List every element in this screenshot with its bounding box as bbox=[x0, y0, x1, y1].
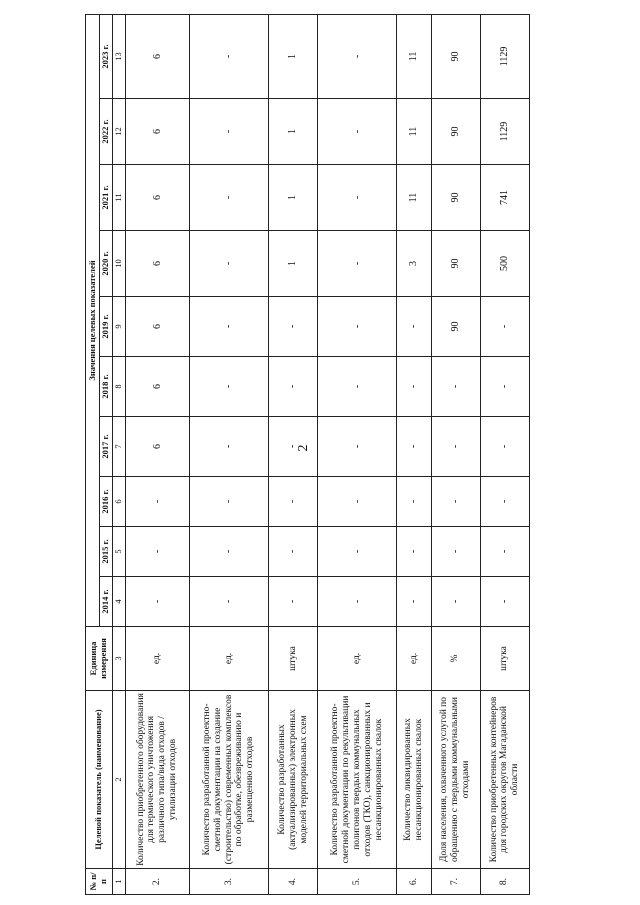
column-number: 1 bbox=[112, 869, 125, 895]
row-unit: % bbox=[431, 627, 480, 691]
row-value: - bbox=[431, 357, 480, 417]
header-year: 2018 г. bbox=[100, 357, 113, 417]
column-number: 7 bbox=[112, 417, 125, 477]
row-value: - bbox=[269, 297, 318, 357]
row-value: - bbox=[318, 417, 397, 477]
column-number: 8 bbox=[112, 357, 125, 417]
row-value: - bbox=[125, 577, 189, 627]
row-value: - bbox=[480, 357, 529, 417]
row-value: - bbox=[189, 14, 268, 98]
column-number: 2 bbox=[112, 691, 125, 869]
header-year: 2019 г. bbox=[100, 297, 113, 357]
row-num: 5. bbox=[318, 869, 397, 895]
row-value: - bbox=[269, 357, 318, 417]
row-value: 1129 bbox=[480, 99, 529, 165]
row-unit: ед. bbox=[125, 627, 189, 691]
row-value: - bbox=[397, 477, 431, 527]
header-year: 2016 г. bbox=[100, 477, 113, 527]
row-indicator-name: Количество разработанных (актуализированных) электронных моделей территориальных схем bbox=[269, 691, 318, 869]
row-value: - bbox=[480, 477, 529, 527]
row-unit: ед. bbox=[397, 627, 431, 691]
row-unit: ед. bbox=[189, 627, 268, 691]
row-value: 90 bbox=[431, 231, 480, 297]
table-row bbox=[397, 14, 431, 894]
row-value: 3 bbox=[397, 231, 431, 297]
row-indicator-name: Количество ликвидированных несанкционированных свалок bbox=[397, 691, 431, 869]
row-value: - bbox=[397, 357, 431, 417]
row-value: 6 bbox=[125, 165, 189, 231]
row-value: - bbox=[318, 477, 397, 527]
row-value: 6 bbox=[125, 14, 189, 98]
row-value: - bbox=[318, 357, 397, 417]
row-num: 7. bbox=[431, 869, 480, 895]
row-value: - bbox=[269, 417, 318, 477]
indicators-table bbox=[85, 14, 530, 895]
row-value: - bbox=[318, 297, 397, 357]
table-row bbox=[125, 14, 189, 894]
row-value: 6 bbox=[125, 297, 189, 357]
row-value: - bbox=[318, 527, 397, 577]
header-unit: Единица измерения bbox=[86, 627, 113, 691]
column-number: 3 bbox=[112, 627, 125, 691]
column-number: 10 bbox=[112, 231, 125, 297]
row-value: - bbox=[189, 357, 268, 417]
row-value: - bbox=[318, 231, 397, 297]
header-year: 2022 г. bbox=[100, 99, 113, 165]
row-value: 500 bbox=[480, 231, 529, 297]
row-value: 6 bbox=[125, 231, 189, 297]
header-num: № п/п bbox=[86, 869, 113, 895]
header-year: 2017 г. bbox=[100, 417, 113, 477]
row-value: - bbox=[318, 577, 397, 627]
row-value: 90 bbox=[431, 165, 480, 231]
row-value: - bbox=[125, 477, 189, 527]
header-year: 2014 г. bbox=[100, 577, 113, 627]
row-num: 8. bbox=[480, 869, 529, 895]
row-indicator-name: Количество приобретенных контейнеров для городских округов Магаданской области bbox=[480, 691, 529, 869]
table-row bbox=[431, 14, 480, 894]
row-value: 6 bbox=[125, 417, 189, 477]
table-row bbox=[480, 14, 529, 894]
row-value: - bbox=[269, 527, 318, 577]
header-row-1 bbox=[86, 14, 100, 894]
row-value: 1 bbox=[269, 231, 318, 297]
header-year: 2021 г. bbox=[100, 165, 113, 231]
row-value: - bbox=[269, 577, 318, 627]
header-year: 2023 г. bbox=[100, 14, 113, 98]
row-value: - bbox=[480, 297, 529, 357]
table-row bbox=[269, 14, 318, 894]
row-value: - bbox=[480, 577, 529, 627]
row-value: 1129 bbox=[480, 14, 529, 98]
row-value: - bbox=[431, 577, 480, 627]
table-row bbox=[189, 14, 268, 894]
row-value: - bbox=[189, 477, 268, 527]
header-values-group: Значения целевых показателей bbox=[86, 14, 100, 626]
column-number: 12 bbox=[112, 99, 125, 165]
row-value: - bbox=[189, 231, 268, 297]
row-value: 90 bbox=[431, 297, 480, 357]
row-indicator-name: Количество приобретенного оборудования для термического уничтожения различного типа/вида отходов /утилизации отходов bbox=[125, 691, 189, 869]
row-value: - bbox=[125, 527, 189, 577]
column-number: 4 bbox=[112, 577, 125, 627]
row-value: - bbox=[397, 577, 431, 627]
row-value: - bbox=[431, 477, 480, 527]
table-row bbox=[318, 14, 397, 894]
row-indicator-name: Количество разработанной проектно-сметной документации по рекультивации полигонов твердых коммунальных отходов (ТКО), санкционированных и несанкционированных свалок bbox=[318, 691, 397, 869]
row-value: - bbox=[480, 527, 529, 577]
row-value: - bbox=[431, 417, 480, 477]
row-value: 1 bbox=[269, 165, 318, 231]
row-value: - bbox=[318, 165, 397, 231]
row-value: - bbox=[397, 417, 431, 477]
header-year: 2020 г. bbox=[100, 231, 113, 297]
row-num: 6. bbox=[397, 869, 431, 895]
row-value: - bbox=[189, 417, 268, 477]
indicators-table-container bbox=[85, 15, 530, 895]
row-value: - bbox=[318, 99, 397, 165]
page-number: 2 bbox=[296, 444, 311, 452]
row-value: 741 bbox=[480, 165, 529, 231]
row-value: 1 bbox=[269, 14, 318, 98]
row-num: 3. bbox=[189, 869, 268, 895]
row-value: - bbox=[480, 417, 529, 477]
row-value: 6 bbox=[125, 357, 189, 417]
row-value: - bbox=[397, 297, 431, 357]
row-unit: ед. bbox=[318, 627, 397, 691]
row-unit: штука bbox=[269, 627, 318, 691]
row-value: 11 bbox=[397, 165, 431, 231]
column-numbers-row bbox=[112, 14, 125, 894]
row-value: - bbox=[189, 527, 268, 577]
row-value: - bbox=[431, 527, 480, 577]
row-indicator-name: Количество разработанной проектно-сметной документации на создание (строительство) современных комплексов по обработке, обезвреживанию и размещению отходов bbox=[189, 691, 268, 869]
row-value: - bbox=[318, 14, 397, 98]
row-value: 90 bbox=[431, 99, 480, 165]
column-number: 11 bbox=[112, 165, 125, 231]
column-number: 6 bbox=[112, 477, 125, 527]
row-value: - bbox=[189, 297, 268, 357]
row-num: 2. bbox=[125, 869, 189, 895]
column-number: 9 bbox=[112, 297, 125, 357]
column-number: 13 bbox=[112, 14, 125, 98]
row-value: - bbox=[189, 99, 268, 165]
row-value: 11 bbox=[397, 99, 431, 165]
row-value: - bbox=[397, 527, 431, 577]
row-value: - bbox=[269, 477, 318, 527]
row-value: - bbox=[189, 165, 268, 231]
header-indicator: Целевой показатель (наименование) bbox=[86, 691, 113, 869]
header-year: 2015 г. bbox=[100, 527, 113, 577]
row-value: 90 bbox=[431, 14, 480, 98]
row-value: 6 bbox=[125, 99, 189, 165]
row-num: 4. bbox=[269, 869, 318, 895]
row-indicator-name: Доля населения, охваченного услугой по обращению с твердыми коммунальными отходами bbox=[431, 691, 480, 869]
row-value: - bbox=[189, 577, 268, 627]
row-value: 1 bbox=[269, 99, 318, 165]
column-number: 5 bbox=[112, 527, 125, 577]
row-value: 11 bbox=[397, 14, 431, 98]
row-unit: штука bbox=[480, 627, 529, 691]
